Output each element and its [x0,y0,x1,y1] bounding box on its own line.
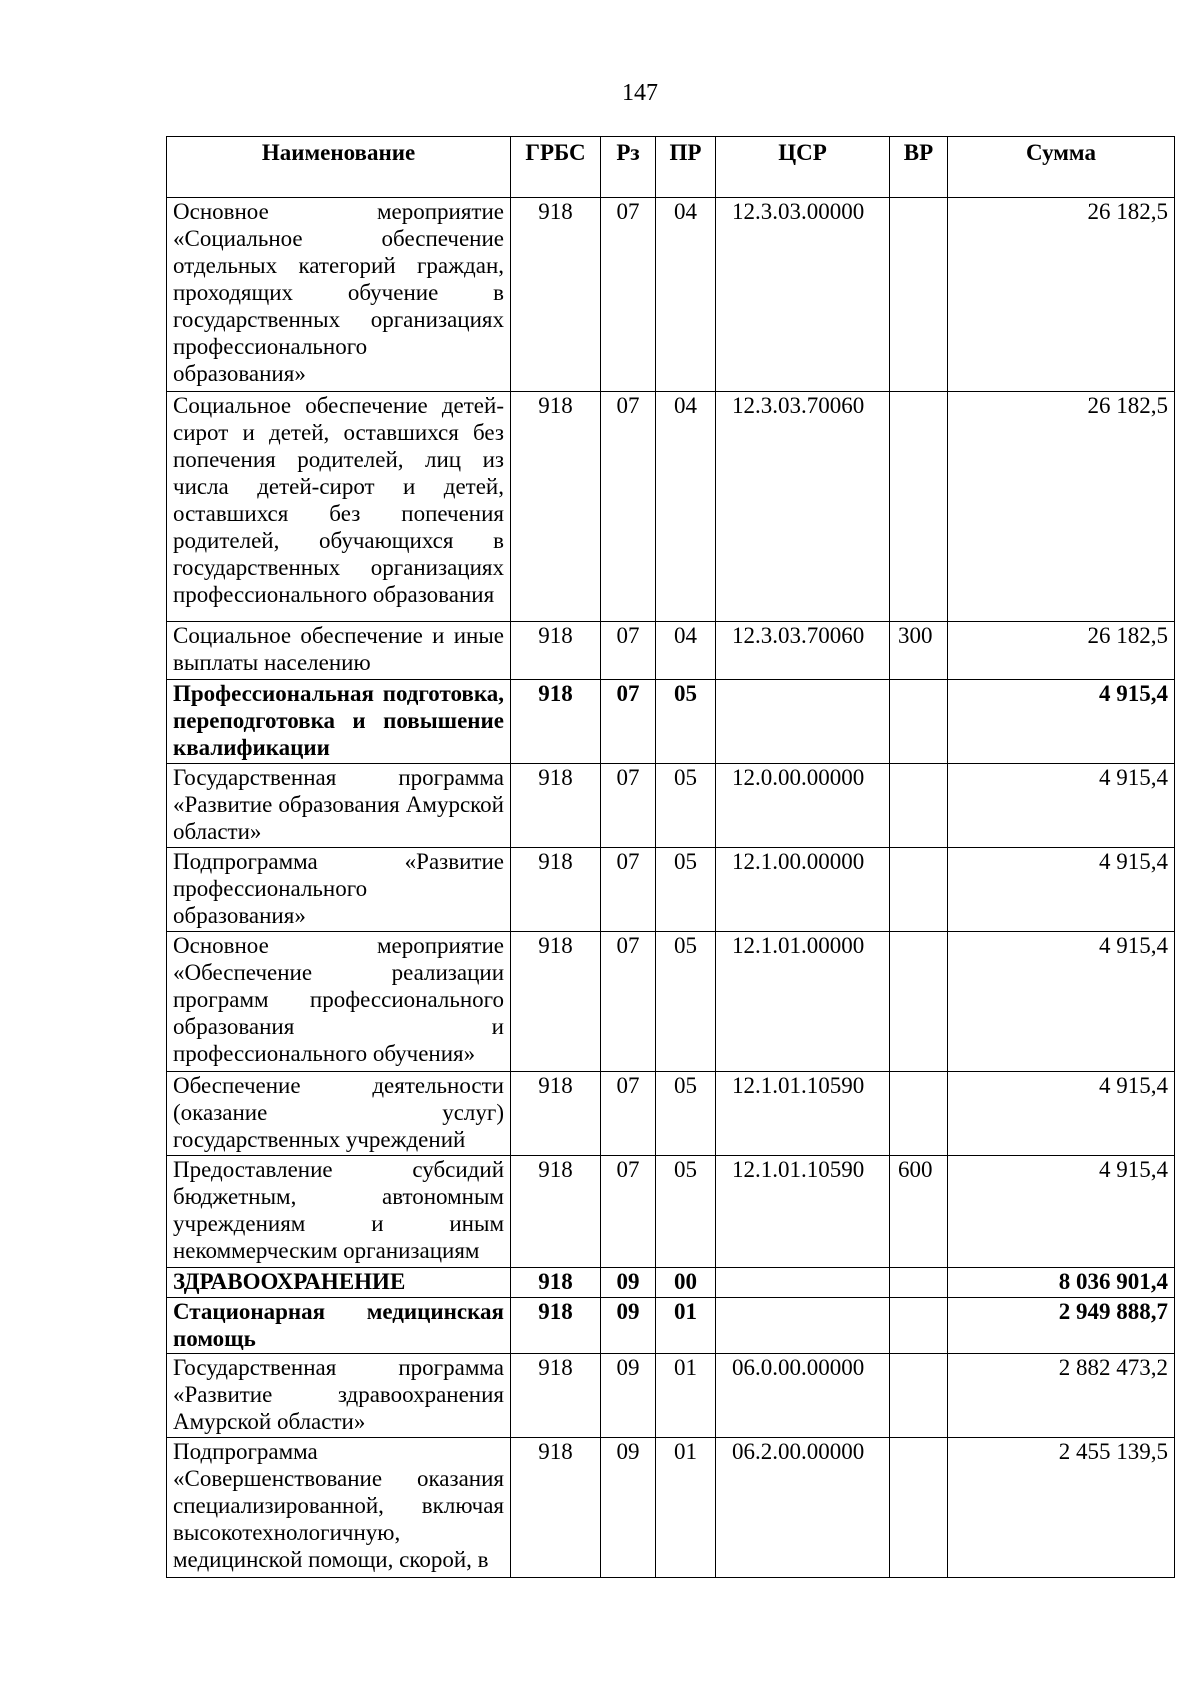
row-csr: 06.0.00.00000 [716,1354,890,1438]
row-sum: 4 915,4 [948,848,1175,932]
row-grbs: 918 [511,622,601,680]
table-row [167,1156,1175,1268]
row-vr [890,1268,948,1298]
table-row [167,1298,1175,1354]
row-rz: 07 [601,764,656,848]
header-sum: Сумма [948,137,1175,198]
header-vr: ВР [890,137,948,198]
row-csr: 12.3.03.00000 [716,198,890,392]
row-grbs: 918 [511,1072,601,1156]
row-csr: 12.1.01.10590 [716,1072,890,1156]
row-csr: 12.1.00.00000 [716,848,890,932]
table-row [167,392,1175,622]
row-rz: 07 [601,392,656,622]
row-name: Предоставление субсидий бюджетным, автономным учреждениям и иным некоммерческим организациям [167,1156,511,1268]
row-vr [890,1438,948,1578]
row-pr: 05 [656,1072,716,1156]
row-grbs: 918 [511,1156,601,1268]
row-name: Основное мероприятие «Обеспечение реализации программ профессионального образования и профессионального обучения» [167,932,511,1072]
row-rz: 07 [601,848,656,932]
row-vr: 600 [890,1156,948,1268]
row-sum: 4 915,4 [948,1072,1175,1156]
row-grbs: 918 [511,1354,601,1438]
row-sum: 4 915,4 [948,1156,1175,1268]
table-row [167,1354,1175,1438]
row-rz: 07 [601,680,656,764]
table-row [167,680,1175,764]
table-row [167,622,1175,680]
table-row [167,1072,1175,1156]
row-rz: 07 [601,622,656,680]
row-rz: 09 [601,1268,656,1298]
table-row [167,932,1175,1072]
table-row [167,1438,1175,1578]
row-csr: 12.0.00.00000 [716,764,890,848]
row-name: ЗДРАВООХРАНЕНИЕ [167,1268,511,1298]
row-vr [890,1354,948,1438]
row-name: Социальное обеспечение детей-сирот и детей, оставшихся без попечения родителей, лиц из числа детей-сирот и детей, оставшихся без попечения родителей, обучающихся в государственных организациях профессионального образования [167,392,511,622]
row-grbs: 918 [511,392,601,622]
row-sum: 4 915,4 [948,764,1175,848]
row-sum: 2 949 888,7 [948,1298,1175,1354]
header-row [167,137,1175,198]
row-name: Подпрограмма «Развитие профессионального образования» [167,848,511,932]
header-pr: ПР [656,137,716,198]
row-csr: 12.3.03.70060 [716,392,890,622]
row-name: Государственная программа «Развитие здравоохранения Амурской области» [167,1354,511,1438]
row-vr [890,848,948,932]
row-csr: 12.1.01.00000 [716,932,890,1072]
row-csr: 06.2.00.00000 [716,1438,890,1578]
row-grbs: 918 [511,1298,601,1354]
row-rz: 07 [601,1072,656,1156]
row-vr [890,1072,948,1156]
row-sum: 26 182,5 [948,392,1175,622]
row-pr: 04 [656,198,716,392]
row-grbs: 918 [511,848,601,932]
page-number: 147 [622,80,658,106]
row-pr: 04 [656,392,716,622]
row-name: Профессиональная подготовка, переподготовка и повышение квалификации [167,680,511,764]
row-vr [890,392,948,622]
row-vr: 300 [890,622,948,680]
table-row [167,848,1175,932]
row-sum: 4 915,4 [948,680,1175,764]
row-vr [890,680,948,764]
row-csr: 12.3.03.70060 [716,622,890,680]
row-name: Стационарная медицинская помощь [167,1298,511,1354]
row-pr: 01 [656,1298,716,1354]
header-grbs: ГРБС [511,137,601,198]
row-grbs: 918 [511,1438,601,1578]
row-rz: 09 [601,1354,656,1438]
row-sum: 4 915,4 [948,932,1175,1072]
row-grbs: 918 [511,1268,601,1298]
row-pr: 05 [656,1156,716,1268]
row-pr: 00 [656,1268,716,1298]
table-row [167,1268,1175,1298]
row-pr: 05 [656,764,716,848]
row-rz: 07 [601,1156,656,1268]
row-name: Основное мероприятие «Социальное обеспечение отдельных категорий граждан, проходящих обучение в государственных организациях профессионального образования» [167,198,511,392]
row-csr: 12.1.01.10590 [716,1156,890,1268]
row-csr [716,680,890,764]
row-sum: 8 036 901,4 [948,1268,1175,1298]
row-csr [716,1268,890,1298]
row-vr [890,198,948,392]
row-pr: 01 [656,1438,716,1578]
row-name: Подпрограмма «Совершенствование оказания специализированной, включая высокотехнологичную, медицинской помощи, скорой, в [167,1438,511,1578]
row-grbs: 918 [511,198,601,392]
row-sum: 26 182,5 [948,622,1175,680]
row-grbs: 918 [511,764,601,848]
row-name: Обеспечение деятельности (оказание услуг) государственных учреждений [167,1072,511,1156]
row-pr: 04 [656,622,716,680]
row-sum: 2 882 473,2 [948,1354,1175,1438]
table-row [167,198,1175,392]
header-csr: ЦСР [716,137,890,198]
row-rz: 09 [601,1438,656,1578]
row-pr: 01 [656,1354,716,1438]
budget-table [166,136,1175,1578]
header-name: Наименование [167,137,511,198]
row-rz: 09 [601,1298,656,1354]
row-rz: 07 [601,198,656,392]
row-rz: 07 [601,932,656,1072]
row-grbs: 918 [511,680,601,764]
row-pr: 05 [656,848,716,932]
row-name: Социальное обеспечение и иные выплаты населению [167,622,511,680]
row-sum: 2 455 139,5 [948,1438,1175,1578]
row-name: Государственная программа «Развитие образования Амурской области» [167,764,511,848]
table-row [167,764,1175,848]
row-pr: 05 [656,680,716,764]
row-csr [716,1298,890,1354]
row-pr: 05 [656,932,716,1072]
row-grbs: 918 [511,932,601,1072]
row-vr [890,1298,948,1354]
row-sum: 26 182,5 [948,198,1175,392]
header-rz: Рз [601,137,656,198]
row-vr [890,764,948,848]
row-vr [890,932,948,1072]
